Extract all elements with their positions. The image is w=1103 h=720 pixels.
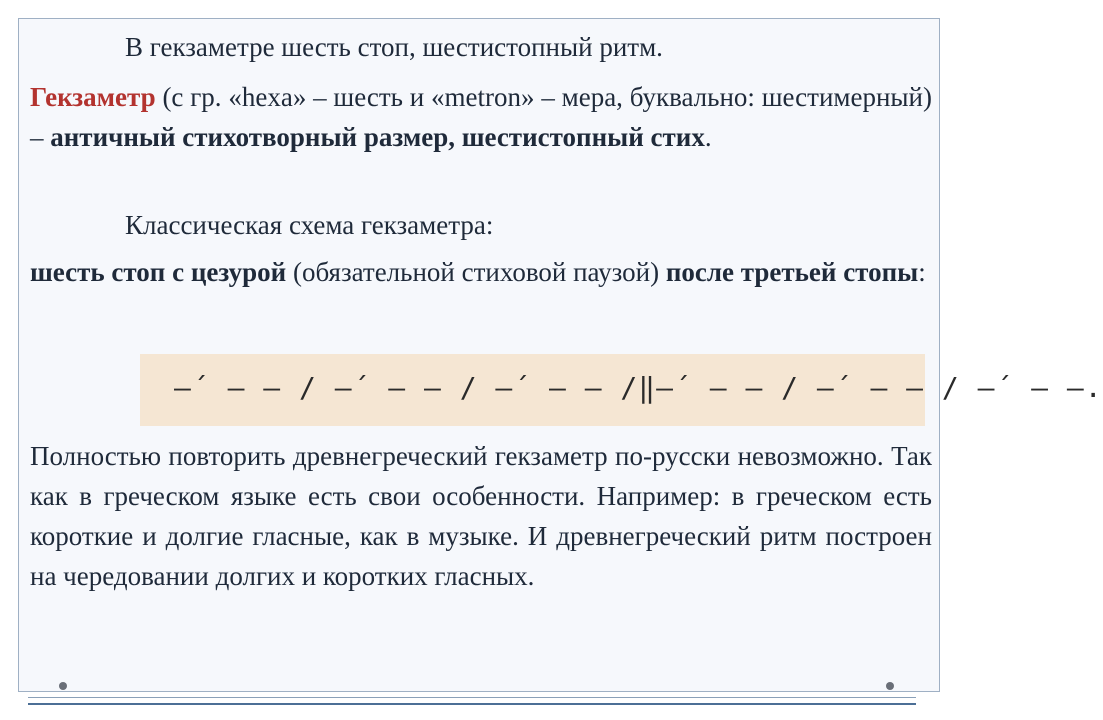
slide-frame [18,18,1103,692]
footer-line-thick [28,703,916,705]
caesura-bold-a: шесть стоп с цезурой [30,257,287,287]
footer-line-thin [28,697,916,698]
caesura-text-a: (обязательной стиховой паузой) [286,257,666,287]
definition-etymology: (с гр. «hexa» – шесть и «metron» – мера, буквально: шестимерный) – [30,82,932,152]
left-bullet-dot [59,682,67,690]
caesura-text-b: : [918,257,926,287]
explanation-text: Полностью повторить древнегреческий гекзаметр по-русски невозможно. Так как в греческом языке есть свои особенности. Например: в греческом есть короткие и долгие гласные, как в музыке. И древнегреческий ритм построен на чередовании долгих и коротких гласных. [30,441,932,591]
scheme-heading-text: Классическая схема гекзаметра: [125,210,494,240]
meter-scheme: –´ – – / –´ – – / –´ – – /‖–´ – – / –´ – – / –´ – –. [174,371,1103,404]
caesura-bold-b: после третьей стопы [665,257,919,287]
right-bullet-dot [886,682,894,690]
intro-line [30,27,932,67]
definition-paragraph [30,77,932,157]
intro-text: В гекзаметре шесть стоп, шестистопный ритм. [125,32,663,62]
meter-scheme-box [140,354,1103,426]
definition-bold: античный стихотворный размер, шестистопный стих [50,122,705,152]
explanation-paragraph [30,436,932,596]
caesura-paragraph [30,252,932,292]
definition-end: . [704,122,712,152]
scheme-heading [30,205,932,245]
term-hexameter: Гекзаметр [30,82,156,112]
